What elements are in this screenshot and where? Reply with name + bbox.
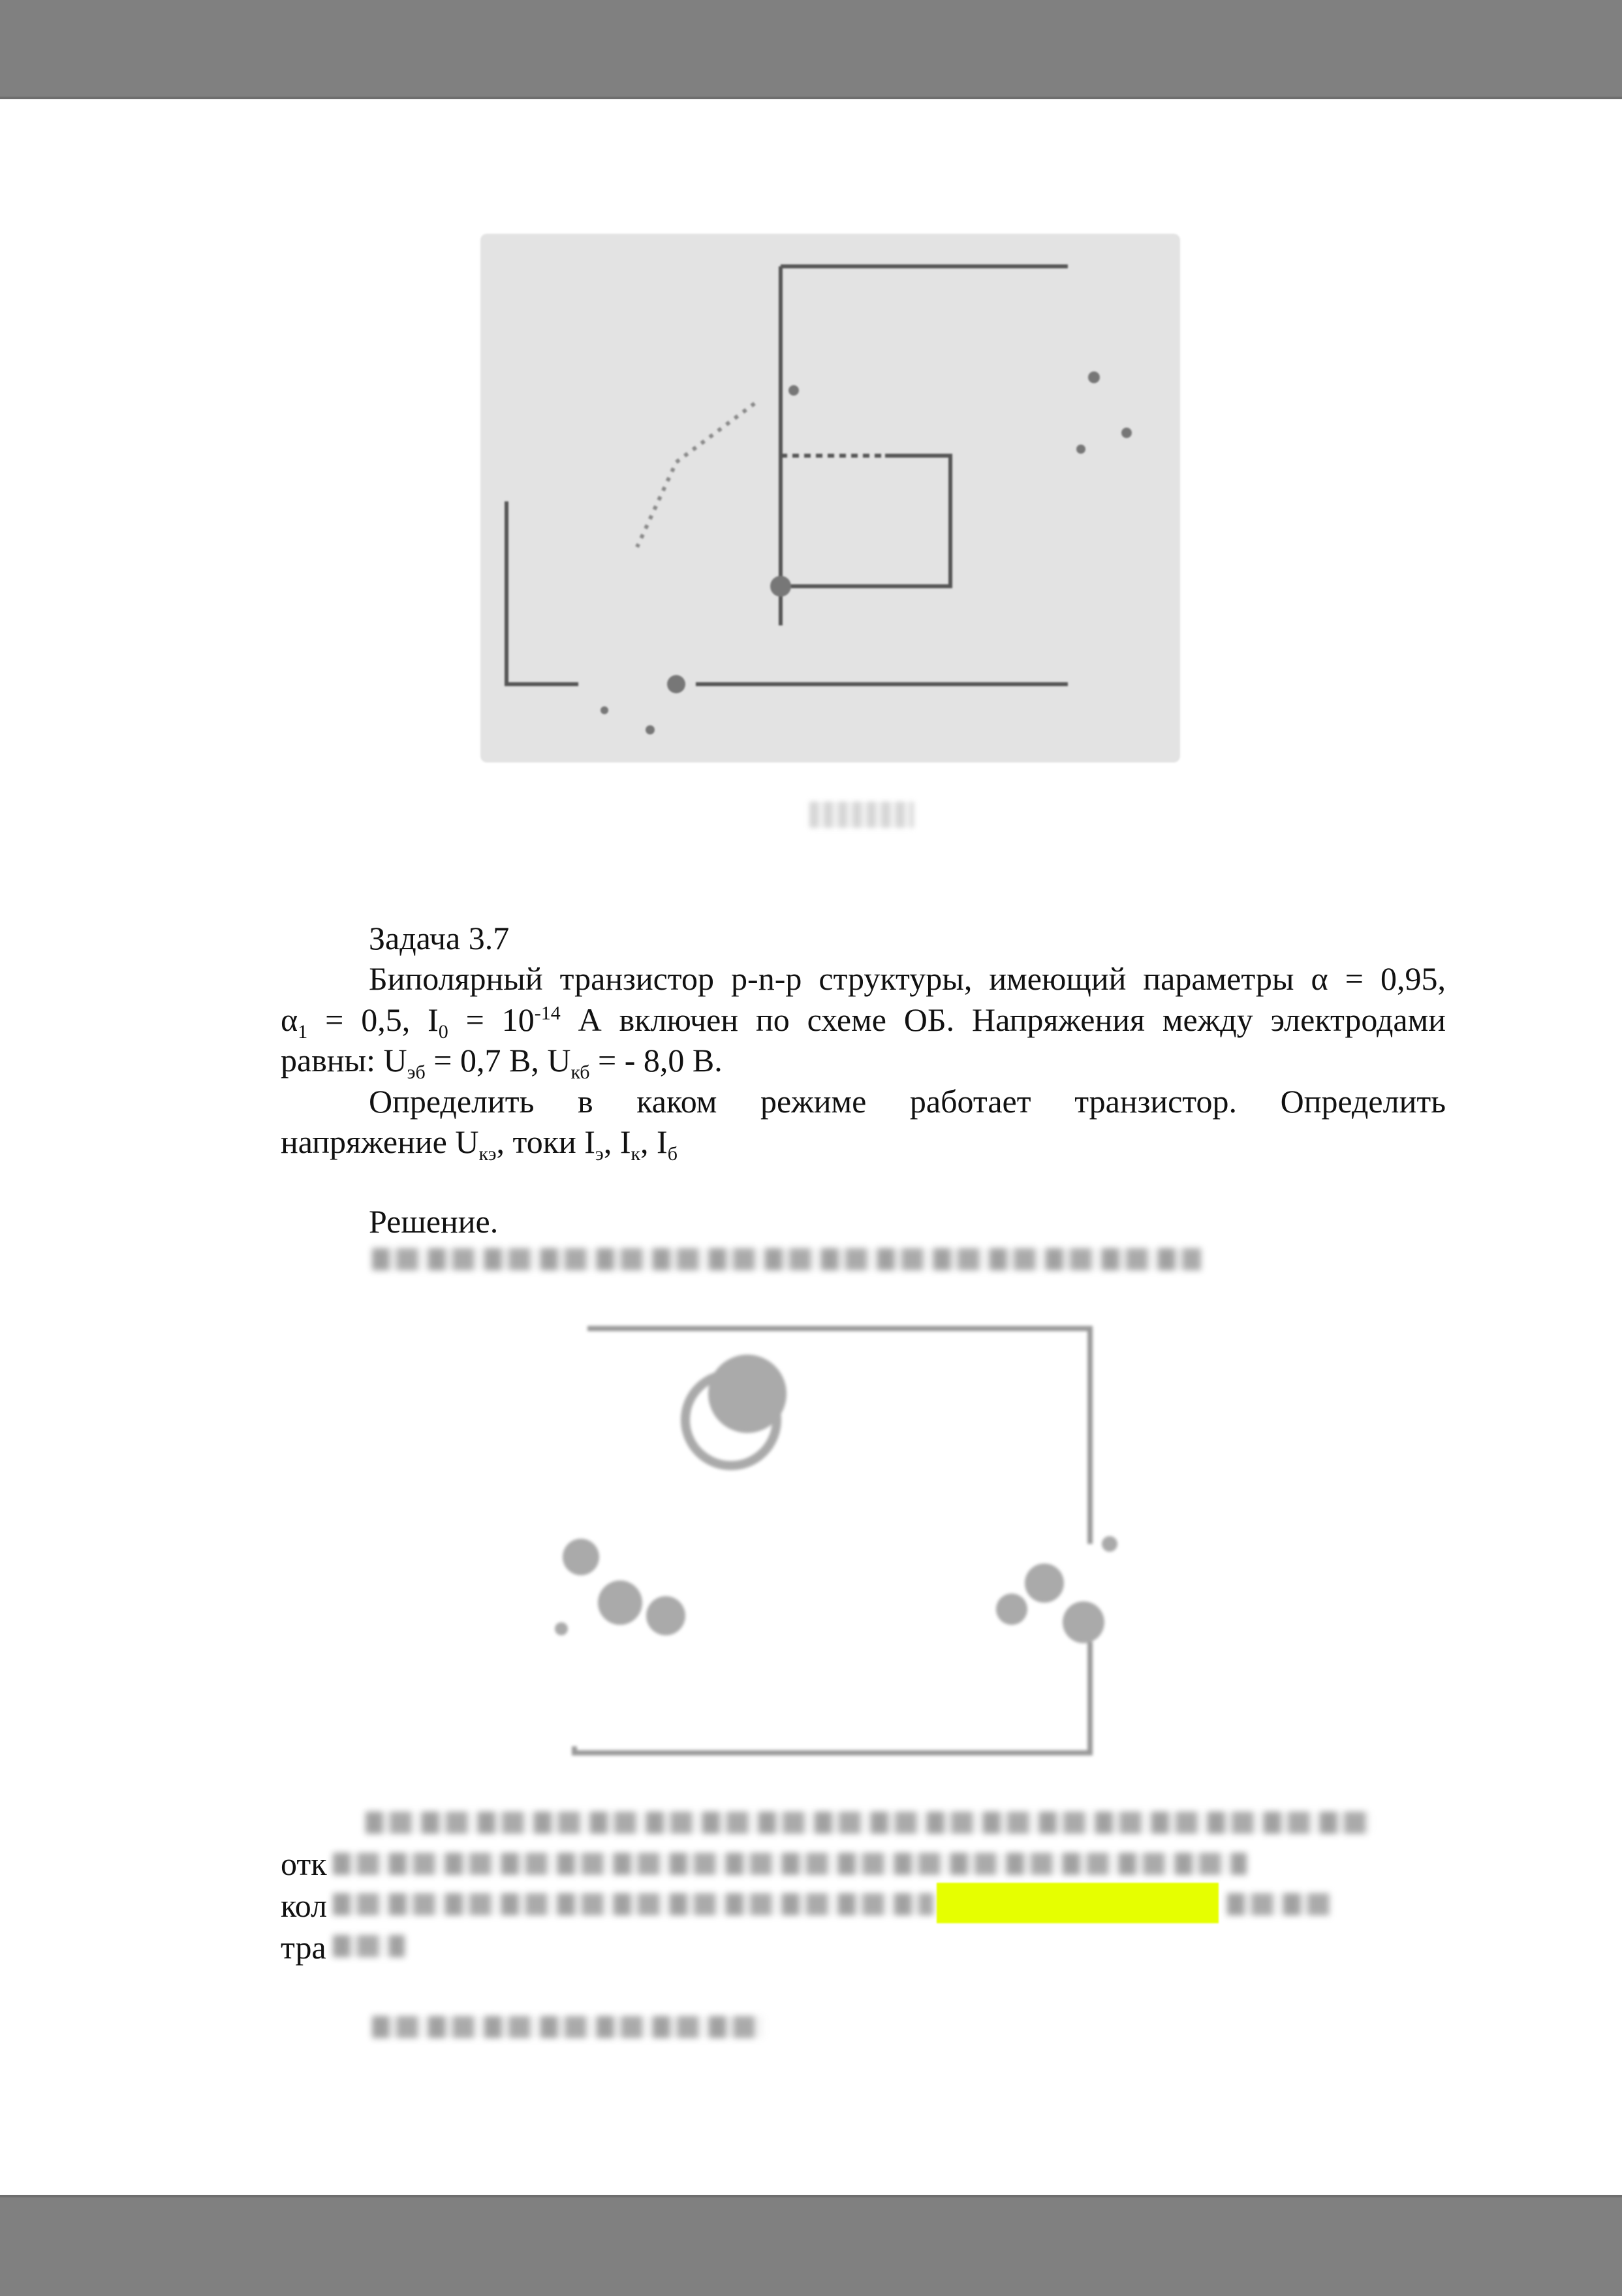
blurred-text-line: [372, 2016, 764, 2038]
blurred-text-line: [1227, 1893, 1332, 1915]
blurred-text-line: [372, 1248, 1201, 1270]
viewer-bottom-bar: [0, 2195, 1622, 2296]
task-paragraph-2-line-1: Определить в каком режиме работает транзистор. Определить: [369, 1083, 1446, 1120]
blurred-text-line: [366, 1812, 1371, 1834]
text-fragment: кол: [281, 1887, 328, 1924]
task-paragraph-1-line-3: равны: $U_{эб} = 0,7$ В, $U_{кб}$ = - 8,0 В.: [281, 1042, 723, 1083]
blurred-text-line: [333, 1893, 933, 1915]
blurred-text-line: [333, 1935, 405, 1957]
task-title: Задача 3.7: [369, 920, 510, 956]
figure-caption-blurred: [809, 802, 914, 828]
circuit-figure-1: [480, 234, 1180, 763]
solution-label: Решение.: [369, 1203, 499, 1240]
task-paragraph-1-line-1: Биполярный транзистор p-n-p структуры, имеющий параметры α = 0,95,: [369, 960, 1446, 997]
task-paragraph-2-line-2: напряжение $U_{кэ}$, токи $I_э$, $I_к$, $I_б$: [281, 1124, 678, 1165]
blurred-text-line: [333, 1853, 1247, 1875]
viewer-top-bar: [0, 0, 1622, 99]
task-paragraph-1-line-2: $\alpha_1 = 0,5$, $I_0 = 10^{-14}$ А включен по схеме ОБ. Напряжения между электродами: [281, 1001, 1446, 1043]
text-fragment: отк: [281, 1846, 327, 1882]
text-fragment: тра: [281, 1929, 326, 1966]
circuit-figure-2-blurred: [522, 1296, 1162, 1772]
highlighted-text: [937, 1883, 1219, 1923]
